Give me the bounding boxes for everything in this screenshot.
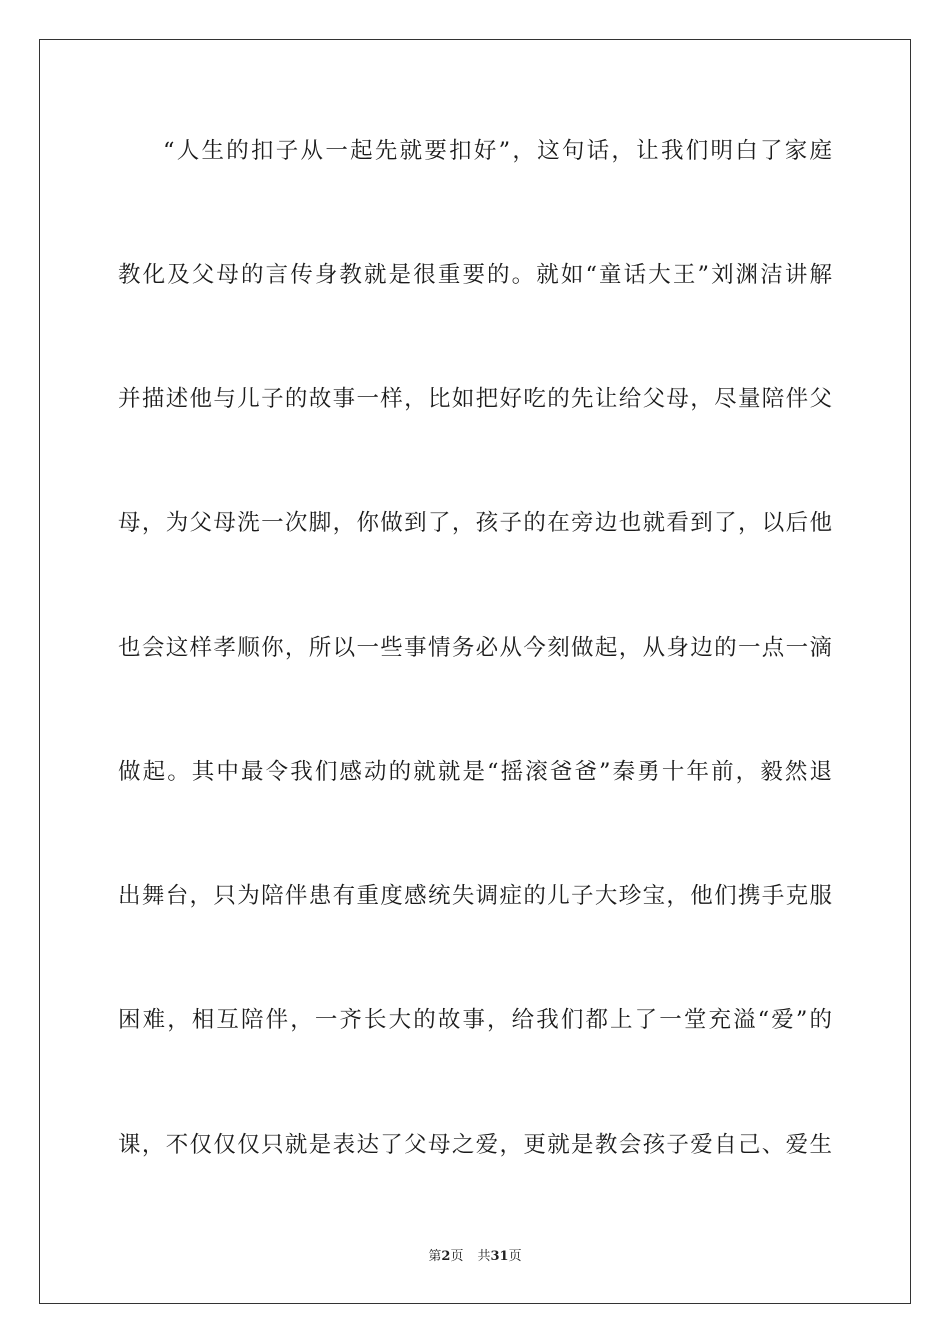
paragraph-line: 教化及父母的言传身教就是很重要的。就如“童话大王”刘渊洁讲解 [118,262,832,288]
paragraph-line: 做起。其中最令我们感动的就就是“摇滚爸爸”秦勇十年前，毅然退 [118,759,832,785]
page-footer [0,1248,950,1266]
total-suffix: 页 [508,1249,522,1264]
paragraph-line: 母，为父母洗一次脚，你做到了，孩子的在旁边也就看到了，以后他 [118,510,832,536]
total-prefix: 共 [477,1249,491,1264]
total-pages: 31 [490,1249,509,1264]
paragraph-line: 也会这样孝顺你，所以一些事情务必从今刻做起，从身边的一点一滴 [118,635,832,661]
paragraph-line: 出舞台，只为陪伴患有重度感统失调症的儿子大珍宝，他们携手克服 [118,883,832,909]
paragraph-line: 困难，相互陪伴，一齐长大的故事，给我们都上了一堂充溢“爱”的 [118,1007,832,1033]
paragraph-line: 并描述他与儿子的故事一样，比如把好吃的先让给父母，尽量陪伴父 [118,386,832,412]
page-suffix: 页 [450,1249,464,1264]
page-number: 2 [441,1249,451,1264]
paragraph-line: 课，不仅仅仅只就是表达了父母之爱，更就是教会孩子爱自己、爱生 [118,1132,832,1158]
page-prefix: 第 [428,1249,442,1264]
paragraph-line: “人生的扣子从一起先就要扣好”，这句话，让我们明白了家庭 [163,138,832,164]
